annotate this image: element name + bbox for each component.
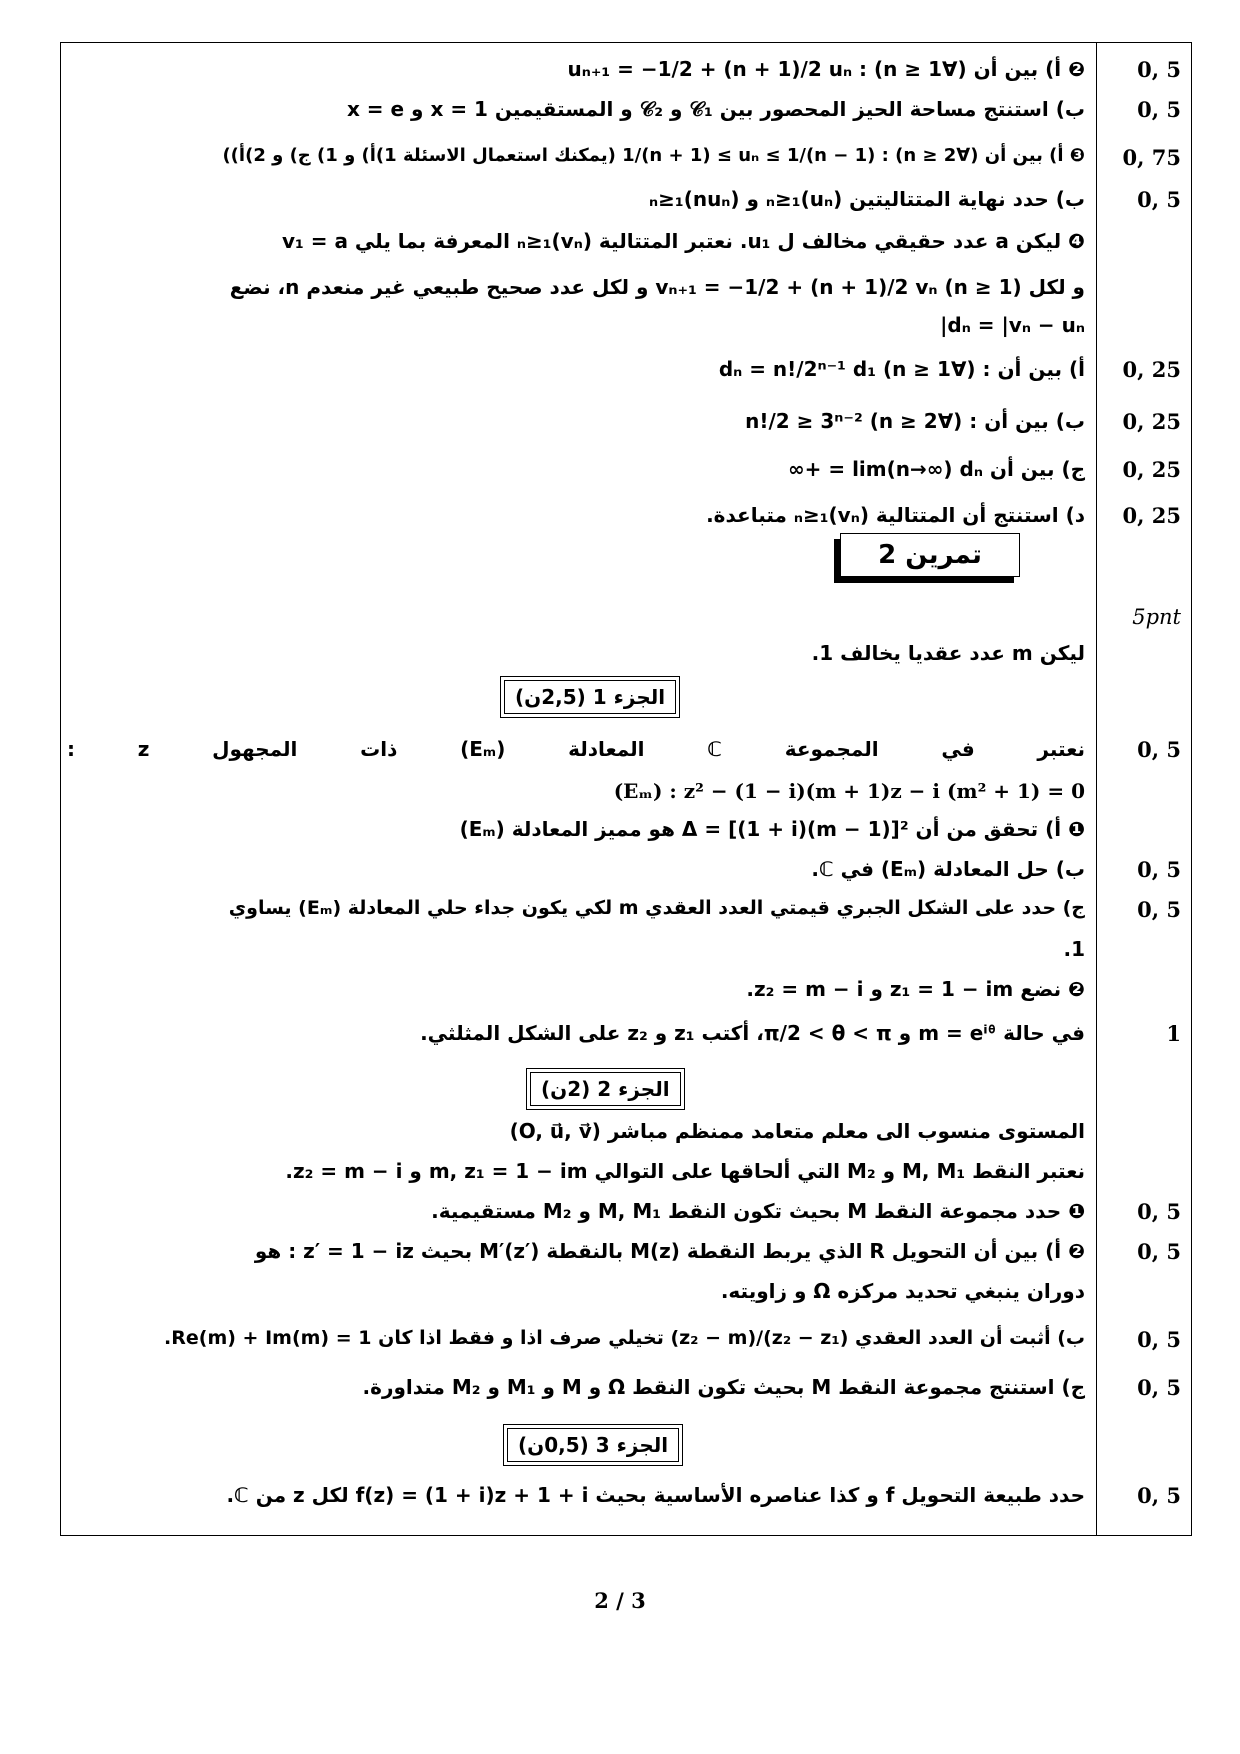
question-row [61, 1115, 1193, 1155]
question-row [61, 733, 1193, 773]
question-text: ❹ ليكن a عدد حقيقي مخالف ل u₁. نعتبر المتتالية (vₙ)ₙ≥₁ المعرفة بما يلي v₁ = a [281, 229, 1085, 253]
question-text: ب) حدد نهاية المتتاليتين (uₙ)ₙ≥₁ و (nuₙ)ₙ≥₁ [649, 187, 1085, 211]
question-points: 0, 5 [1137, 187, 1181, 212]
question-row [61, 973, 1193, 1013]
equation-text: (Eₘ) : z² − (1 − i)(m + 1)z − i (m² + 1) = 0 [613, 779, 1085, 803]
question-row [61, 1275, 1193, 1315]
question-points: 0, 5 [1137, 897, 1181, 922]
question-row [61, 1321, 1193, 1361]
exercise-title-box [840, 533, 1020, 577]
intro-row [61, 637, 1193, 677]
question-row [61, 49, 1193, 89]
question-row [61, 93, 1193, 133]
question-points: 0, 25 [1122, 357, 1181, 382]
part2-title: الجزء 2 (2ن) [530, 1072, 681, 1106]
part2-box [526, 1068, 685, 1110]
question-points: 0, 5 [1137, 737, 1181, 762]
question-text: دوران ينبغي تحديد مركزه Ω و زاويته. [720, 1279, 1085, 1303]
question-text: ❷ أ) بين أن (∀n ≥ 1) : uₙ₊₁ = −1/2 + (n + 1)/2 uₙ [567, 57, 1085, 81]
question-text: حدد طبيعة التحويل f و كذا عناصره الأساسية بحيث f(z) = (1 + i)z + 1 + i لكل z من ℂ. [226, 1483, 1085, 1507]
question-text: نعتبر في المجموعة ℂ المعادلة (Eₘ) ذات المجهول z : [67, 737, 1086, 761]
question-text: ب) استنتج مساحة الحيز المحصور بين 𝒞₁ و 𝒞₂ و المستقيمين x = 1 و x = e [346, 97, 1085, 121]
question-text: و لكل (n ≥ 1) vₙ₊₁ = −1/2 + (n + 1)/2 vₙ و لكل عدد صحيح طبيعي غير منعدم n، نضع [229, 275, 1085, 299]
question-row [61, 1371, 1193, 1411]
question-points: 0, 5 [1137, 1199, 1181, 1224]
question-row [61, 271, 1193, 311]
question-points: 0, 5 [1137, 1327, 1181, 1352]
question-text: نعتبر النقط M, M₁ و M₂ التي ألحاقها على التوالي m, z₁ = 1 − im و z₂ = m − i. [285, 1159, 1085, 1183]
question-row [61, 853, 1193, 893]
question-text: د) استنتج أن المتتالية (vₙ)ₙ≥₁ متباعدة. [706, 503, 1085, 527]
question-points: 0, 5 [1137, 97, 1181, 122]
question-text: أ) بين أن : (∀n ≥ 1) dₙ = n!/2ⁿ⁻¹ d₁ [718, 357, 1085, 381]
part1-box [500, 676, 680, 718]
question-text: المستوى منسوب الى معلم متعامد ممنظم مباشر (O, u⃗, v⃗) [509, 1119, 1085, 1143]
question-points: 0, 25 [1122, 409, 1181, 434]
intro-text: ليكن m عدد عقديا يخالف 1. [811, 641, 1085, 665]
question-text: ❸ أ) بين أن (∀n ≥ 2) : 1/(n + 1) ≤ uₙ ≤ 1/(n − 1) (يمكنك استعمال الاسئلة 1)أ) و 1) ج) و 2)أ)) [222, 145, 1085, 166]
question-text: ❷ نضع z₁ = 1 − im و z₂ = m − i. [746, 977, 1085, 1001]
question-row [61, 933, 1193, 973]
question-row [61, 225, 1193, 265]
question-text: ب) حل المعادلة (Eₘ) في ℂ. [811, 857, 1085, 881]
question-row [61, 1155, 1193, 1195]
part1-title: الجزء 1 (2,5ن) [504, 680, 676, 714]
question-text: ب) بين أن : (∀n ≥ 2) n!/2 ≥ 3ⁿ⁻² [745, 409, 1085, 433]
question-row [61, 813, 1193, 853]
question-row [61, 351, 1193, 391]
question-row [61, 1235, 1193, 1275]
question-text: ج) بين أن lim(n→∞) dₙ = +∞ [787, 457, 1085, 481]
question-text: ❶ حدد مجموعة النقط M بحيث تكون النقط M, M₁ و M₂ مستقيمية. [431, 1199, 1085, 1223]
question-points: 1 [1166, 1021, 1181, 1046]
page-number: 2 / 3 [594, 1588, 646, 1613]
exercise-points: 5pnt [1132, 605, 1181, 629]
question-row [61, 1013, 1193, 1053]
exercise-title: تمرين 2 [878, 540, 982, 570]
question-row [61, 893, 1193, 933]
question-text: ❷ أ) بين أن التحويل R الذي يربط النقطة M(z) بالنقطة M′(z′) بحيث z′ = 1 − iz : هو [254, 1239, 1085, 1263]
question-points: 0, 75 [1122, 145, 1181, 170]
question-points: 0, 5 [1137, 57, 1181, 82]
question-points: 0, 5 [1137, 1483, 1181, 1508]
question-row [61, 453, 1193, 493]
exam-sheet [60, 42, 1192, 1536]
part3-box [503, 1424, 683, 1466]
question-text: ❶ أ) تحقق من أن Δ = [(1 + i)(m − 1)]² هو مميز المعادلة (Eₘ) [459, 817, 1085, 841]
equation-row [61, 775, 1193, 815]
question-text: 1. [1063, 937, 1085, 961]
question-text: dₙ = |vₙ − uₙ| [940, 313, 1085, 337]
question-row [61, 135, 1193, 175]
question-row [61, 183, 1193, 223]
question-row [61, 311, 1193, 351]
question-text: في حالة m = eⁱᶿ و π/2 < θ < π، أكتب z₁ و z₂ على الشكل المثلثي. [420, 1021, 1085, 1045]
question-points: 0, 5 [1137, 1239, 1181, 1264]
question-points: 0, 5 [1137, 1375, 1181, 1400]
question-row [61, 1195, 1193, 1235]
question-text: ج) حدد على الشكل الجبري قيمتي العدد العقدي m لكي يكون جداء حلي المعادلة (Eₘ) يساوي [228, 897, 1085, 919]
question-row [61, 1479, 1193, 1519]
question-text: ب) أثبت أن العدد العقدي (z₂ − z₁)/(z₂ − m) تخيلي صرف اذا و فقط اذا كان Re(m) + Im(m) = 1. [164, 1327, 1085, 1349]
question-row [61, 499, 1193, 539]
question-text: ج) استنتج مجموعة النقط M بحيث تكون النقط Ω و M و M₁ و M₂ متداورة. [362, 1375, 1085, 1399]
part3-title: الجزء 3 (0,5ن) [507, 1428, 679, 1462]
question-row [61, 405, 1193, 445]
question-points: 0, 5 [1137, 857, 1181, 882]
question-points: 0, 25 [1122, 503, 1181, 528]
question-points: 0, 25 [1122, 457, 1181, 482]
